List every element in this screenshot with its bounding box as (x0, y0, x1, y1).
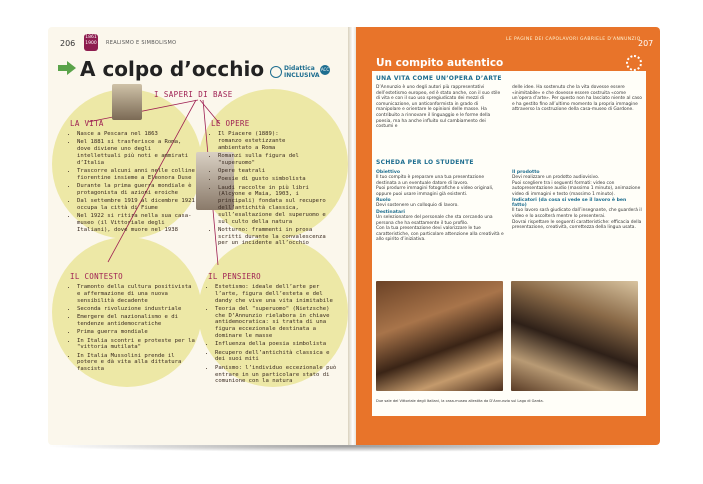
scheda-heading: SCHEDA PER LO STUDENTE (376, 159, 474, 166)
list-item: • Poesie di gusto simbolista (218, 176, 339, 183)
prodotto-label: Il prodotto (512, 170, 540, 175)
list-item: • Estetismo: ideale dell’arte per l’arte, figura dell’esteta e del dandy che vive una vita inimitabile (215, 284, 342, 304)
box-heading-wrap (376, 75, 502, 82)
scheda-right-col (512, 169, 642, 231)
open-textbook (48, 27, 660, 445)
inclusiva-label: INCLUSIVA (284, 72, 320, 79)
contesto-section (70, 272, 198, 375)
list-item: • Laudi raccolte in più libri (Alcyone e Maia, 1903, i principali) fondata sul recupero dell’antichità classica, sull’esaltazione del superuomo e sul culto della natura (218, 185, 339, 226)
list-item: Il tuo lavoro sarà giudicato dall’insegnante, che guarderà il video e lo ascolterà mentre lo presenterai. (512, 208, 642, 219)
compito-title: Un compito autentico (376, 57, 504, 69)
left-page-number: 206 (60, 39, 76, 48)
opere-section (211, 119, 339, 249)
vittoriale-room-photo-1 (376, 281, 503, 391)
list-item: • Tramonto della cultura positivista e affermazione di una nuova sensibilità decadente (77, 284, 198, 304)
section-label: REALISMO E SIMBOLISMO (106, 40, 177, 46)
vita-section (70, 119, 198, 235)
pensiero-heading: IL PENSIERO (208, 272, 261, 281)
period-start: 1861 (85, 35, 97, 40)
list-item: • Dal settembre 1919 al dicembre 1921 occupa la città di Fiume (77, 198, 198, 212)
list-item: • Panismo: l’individuo eccezionale può entrare in un particolare stato di comunione con la natura (215, 365, 342, 385)
list-item: Il tuo compito è preparare una tua presentazione destinata a un eventuale datore di lavoro. (376, 175, 485, 186)
list-item: Dovrai rispettare le seguenti caratteristiche: efficacia della presentazione, creatività, correttezza della lingua usata. (512, 219, 642, 231)
list-item: • Nel 1881 si trasferisce a Roma, dove diviene uno degli intellettuali più noti e ammirati d’Italia (77, 139, 198, 166)
saperi-label: I SAPERI DI BASE (154, 90, 233, 99)
opere-heading: LE OPERE (211, 119, 250, 128)
list-item: • Nasce a Pescara nel 1863 (77, 131, 198, 138)
list-item: • Opere teatrali (218, 168, 339, 175)
list-item: • Il Piacere (1889): romanzo estetizzante ambientato a Roma (218, 131, 302, 151)
portrait-photo (112, 84, 142, 120)
indicatori-label: Indicatori (da cosa si vede se il lavoro è ben fatto) (512, 198, 627, 209)
compito-card (372, 71, 646, 416)
list-item: • Teoria del "superuomo" (Nietzsche) che D’Annunzio rielabora in chiave antidemocratica: si tratta di una figura eccezionale destinata a dominare le masse (215, 306, 342, 340)
right-page (356, 27, 660, 445)
list-item: Devi realizzare un prodotto audiovisivo. (512, 175, 600, 180)
list-item: • Notturno: frammenti in prosa scritti durante la convalescenza per un incidente all’occhio (218, 227, 339, 247)
gear-icon (626, 55, 642, 71)
box-heading: UNA VITA COME UN’OPERA D’ARTE (376, 75, 502, 82)
list-item: • Trascorre alcuni anni nelle colline fiorentine insieme a Eleonora Duse (77, 168, 198, 182)
list-item: Un selezionatore del personale che sta cercando una persona che ha esattamente il tuo profilo. (376, 214, 493, 226)
period-end: 1900 (85, 41, 97, 46)
right-page-number: 207 (638, 39, 654, 48)
accessibility-badge-icon: ACC (320, 65, 330, 75)
destinatari-label: Destinatari (376, 209, 405, 215)
list-item: Puoi produrre immagini fotografiche o video originali, oppure puoi usare immagini già esistenti. (376, 186, 494, 197)
list-item: • In Italia Mussolini prende il potere e dà vita alla dittatura fascista (77, 353, 198, 373)
vita-heading: LA VITA (70, 119, 104, 128)
running-head: LE PAGINE DEI CAPOLAVORI GABRIELE D’ANNUNZIO (506, 37, 641, 42)
intro-left: D’Annunzio è uno degli autori più rappresentativi dell’estetismo europeo, ed è stato anche, con il suo stile di vita e con il suo uso spregiudicato dei mezzi di comunicazione, un anticonformista in grado di manipolare e orientare le opinioni delle masse. Ha contribuito a rinnovare il linguaggio e le forme della poesia, ma ha anche influito sul cambiamento dei costumi e (376, 85, 501, 130)
list-item: • Influenza della poesia simbolista (215, 341, 342, 348)
list-item: • Nel 1922 si ritira nella sua casa-museo (il Vittoriale degli Italiani), dove muore nel 1938 (77, 213, 198, 233)
list-item: • Seconda rivoluzione industriale (77, 306, 198, 313)
list-item: Con la tua presentazione devi valorizzare le tue caratteristiche, con particolare attenzione alla creatività e allo spirito d’iniziativa. (376, 226, 504, 243)
intro-right: delle idee. Ha sostenuto che la vita dovesse essere «inimitabile» e che dovesse essere costruita «come un’opera d’arte». Per questo non ha lasciato niente al caso e ha gestito fino all’ultimo momento la propria immagine attraverso la costruzione della casa-museo di Gardone. (512, 85, 642, 113)
list-item: • Durante la prima guerra mondiale è protagonista di azioni eroiche (77, 183, 198, 197)
list-item: • Romanzi sulla figura del "superuomo" (218, 153, 302, 167)
scheda-heading-wrap (376, 159, 474, 166)
didattica-label: Didattica (284, 65, 315, 72)
photo-caption: Due sale del Vittoriale degli Italiani, la casa-museo allestita da D’Annunzio sul Lago di Garda. (376, 399, 544, 403)
contesto-heading: IL CONTESTO (70, 272, 123, 281)
list-item: • Emergere del nazionalismo e di tendenze antidemocratiche (77, 314, 198, 328)
obiettivo-label: Obiettivo (376, 170, 401, 175)
list-item: Devi sostenere un colloquio di lavoro. (376, 203, 459, 209)
vittoriale-room-photo-2 (511, 281, 638, 391)
list-item: • Prima guerra mondiale (77, 329, 198, 336)
list-item: • Recupero dell’antichità classica e dei suoi miti (215, 350, 342, 364)
pensiero-section (208, 272, 342, 387)
scheda-left-col (376, 169, 504, 243)
list-item: • In Italia scontri e proteste per la "vittoria mutilata" (77, 338, 198, 352)
list-item: Puoi scegliere tra i seguenti formati: video con autopresentazione audio (massimo 1 minuto), animazione video di immagini e testo (massimo 1 minuto). (512, 180, 641, 197)
page-title: A colpo d’occhio (80, 57, 265, 81)
ruolo-label: Ruolo (376, 198, 391, 204)
left-page (48, 27, 352, 445)
